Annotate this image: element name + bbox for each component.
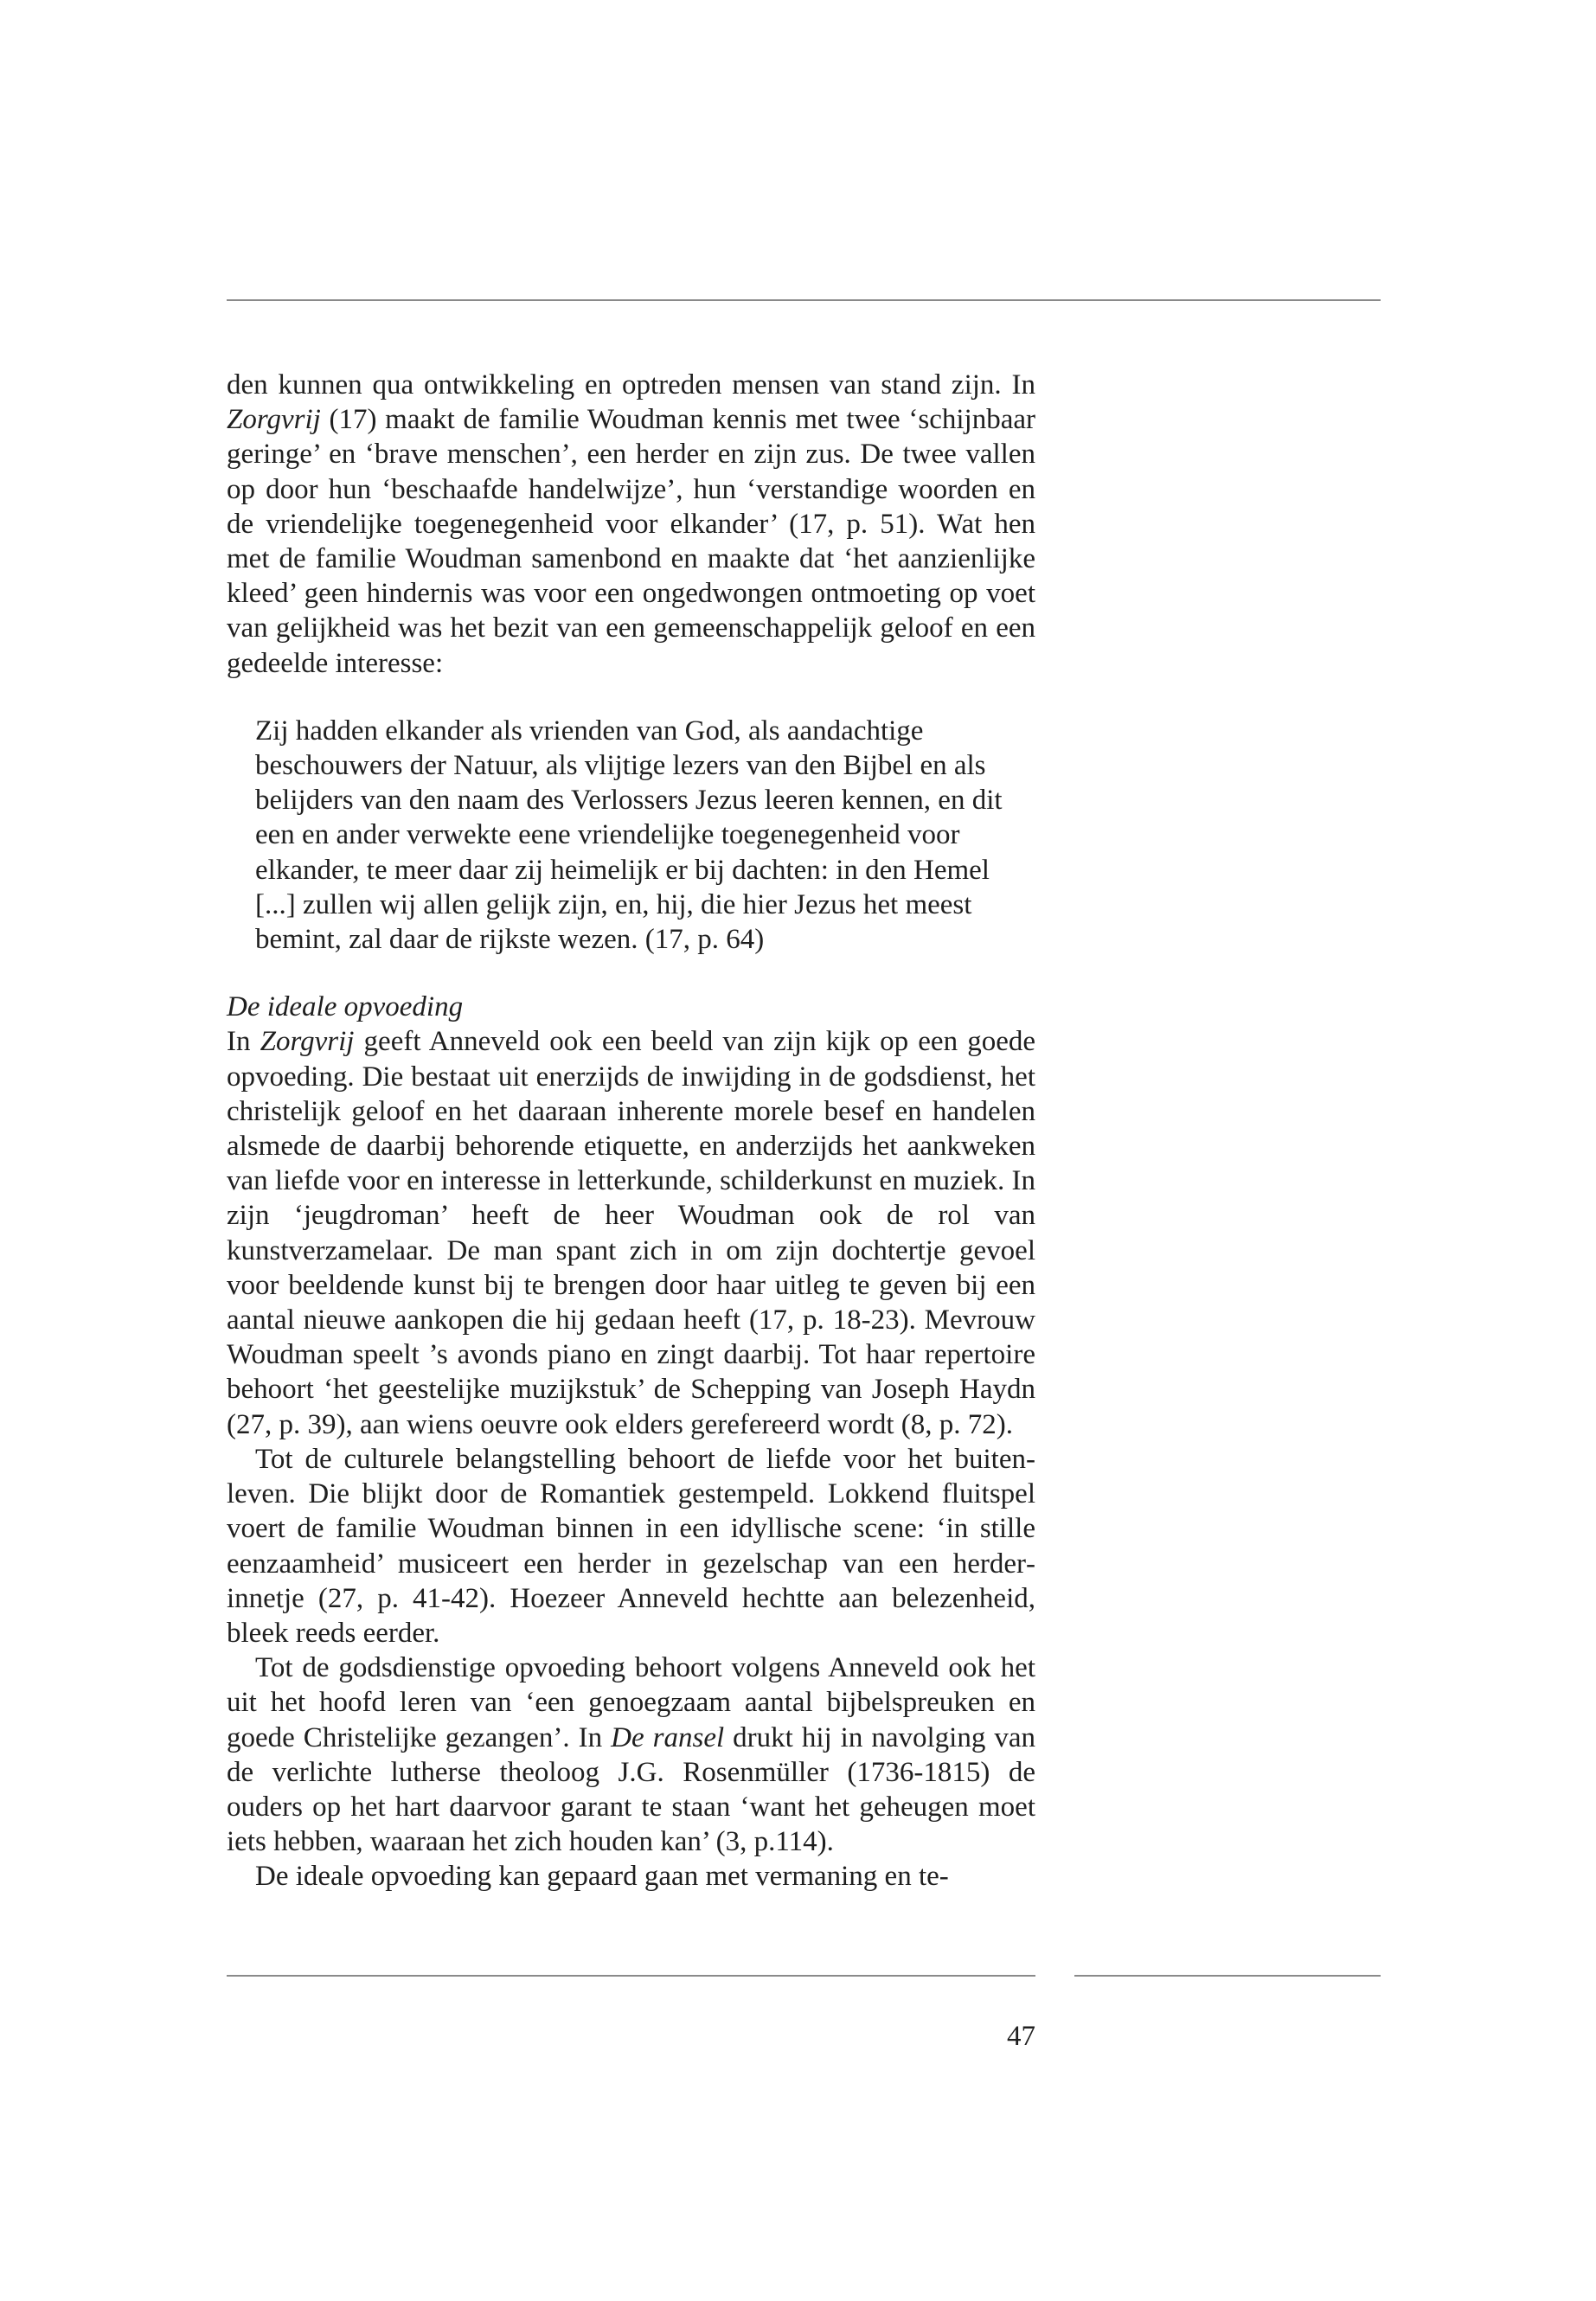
title-de-ransel: De ransel <box>611 1721 725 1753</box>
paragraph-3: Tot de culturele belangstelling behoort de liefde voor het buitenleven. Die blijkt door de Romantiek gestempeld. Lokkend fluitspel voert de familie Woudman binnen in een idyllische scene: ‘in stille eenzaamheid’ musiceert een herder in gezelschap van een herderinnetje (27, p. 41-42). Hoezeer Anneveld hechtte aan belezenheid, bleek reeds eerder. <box>227 1443 1035 1649</box>
paragraph-1-text-a: den kunnen qua ontwikkeling en optreden mensen van stand zijn. In <box>227 369 1035 401</box>
page-number: 47 <box>1007 2021 1035 2052</box>
paragraph-2 <box>227 1024 1035 1441</box>
section-heading: De ideale opvoeding <box>227 991 464 1023</box>
bottom-rule-text <box>227 1975 1035 1977</box>
paragraph-1 <box>227 368 1035 681</box>
title-zorgvrij: Zorgvrij <box>227 404 321 436</box>
bottom-rule-margin <box>1074 1975 1381 1977</box>
title-zorgvrij-2: Zorgvrij <box>260 1026 355 1058</box>
paragraph-4-text-c: drukt hij in navolging van de verlichte lutherse theoloog J.G. Rosenmüller (1736-1815) de ouders op het hart daarvoor garant te staan ‘want het geheugen moet iets hebben, waaraan het zich houden kan’ (3, p.114). <box>227 1721 1035 1858</box>
paragraph-2-text-c: geeft Anneveld ook een beeld van zijn kijk op een goede opvoeding. Die bestaat uit enerzijds de inwijding in de godsdienst, het christelijk geloof en het daaraan inherente morele besef en handelen alsmede de daarbij behorende etiquette, en anderzijds het aankweken van liefde voor en interesse in letterkunde, schilderkunst en muziek. In zijn ‘jeugdroman’ heeft de heer Woudman ook de rol van kunstverzamelaar. De man spant zich in om zijn dochtertje gevoel voor beeldende kunst bij te brengen door haar uitleg te geven bij een aantal nieuwe aankopen die hij gedaan heeft (17, p. 18-23). Mevrouw Woudman speelt ’s avonds piano en zingt daarbij. Tot haar repertoire behoort ‘het geestelijke muzijkstuk’ de Schepping van Joseph Haydn (27, p. 39), aan wiens oeuvre ook elders gerefereerd wordt (8, p. 72). <box>227 1026 1035 1440</box>
paragraph-2-text-a: In <box>227 1026 260 1058</box>
paragraph-5: De ideale opvoeding kan gepaard gaan met vermaning en te- <box>255 1861 949 1893</box>
block-quote: Zij hadden elkander als vrienden van God, als aandachtige beschouwers der Natuur, als vlijtige lezers van den Bijbel en als belijders van den naam des Verlossers Jezus leeren kennen, en dit een en ander verwekte eene vriendelijke toegenegenheid voor elkander, te meer daar zij heimelijk er bij dachten: in den Hemel [...] zullen wij allen gelijk zijn, en, hij, die hier Jezus het meest bemint, zal daar de rijkste wezen. (17, p. 64) <box>255 715 1003 956</box>
paragraph-1-text-c: (17) maakt de familie Woudman kennis met twee ‘schijnbaar geringe’ en ‘brave menschen’, een herder en zijn zus. De twee vallen op door hun ‘beschaafde handelwijze’, hun ‘verstandige woorden en de vriendelijke toegenegenheid voor elkander’ (17, p. 51). Wat hen met de familie Woudman samenbond en maakte dat ‘het aanzienlijke kleed’ geen hindernis was voor een ongedwongen ontmoeting op voet van gelijkheid was het bezit van een gemeenschappelijk geloof en een gedeelde interesse: <box>227 404 1035 679</box>
paragraph-4-text-a: Tot de godsdienstige opvoeding behoort volgens Anneveld ook het uit het hoofd leren van ‘een genoegzaam aantal bijbelspreuken en goede Christelijke gezangen’. In <box>227 1652 1035 1753</box>
main-text <box>227 368 1035 1894</box>
top-rule <box>227 299 1381 301</box>
paragraph-4 <box>227 1650 1035 1859</box>
